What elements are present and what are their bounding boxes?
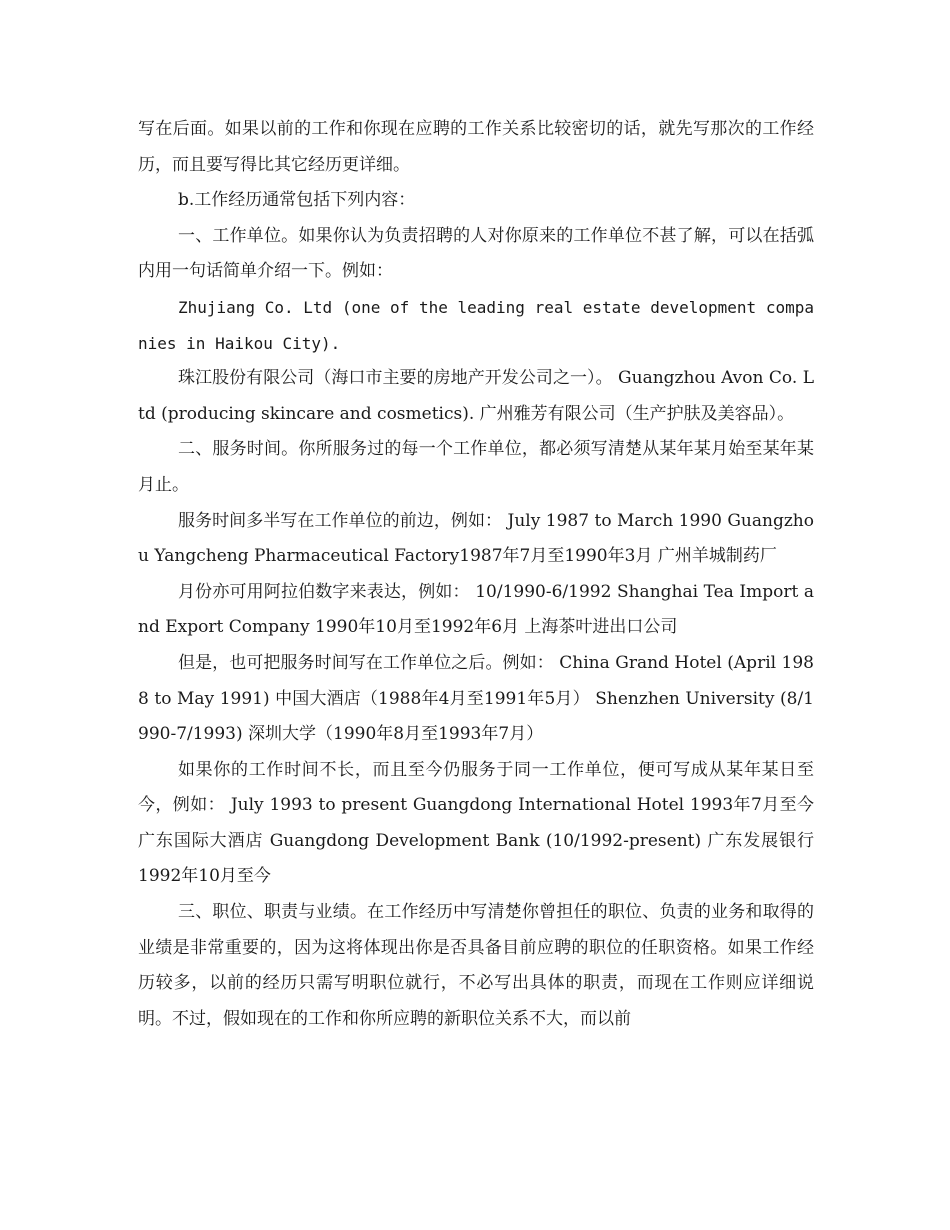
paragraph: 月份亦可用阿拉伯数字来表达，例如： 10/1990-6/1992 Shanghai Tea Import and Export Company 1990年10月至1992年6月 上海茶叶进出口公司 bbox=[138, 581, 814, 638]
paragraph: Zhujiang Co. Ltd (one of the leading real estate development companies in Haikou City). bbox=[138, 297, 814, 353]
document-body bbox=[138, 112, 814, 1037]
paragraph: 服务时间多半写在工作单位的前边，例如： July 1987 to March 1990 Guangzhou Yangcheng Pharmaceutical Factory1987年7月至1990年3月 广州羊城制药厂 bbox=[138, 510, 814, 567]
paragraph: 但是，也可把服务时间写在工作单位之后。例如： China Grand Hotel (April 1988 to May 1991) 中国大酒店（1988年4月至1991年5月） Shenzhen University (8/1990-7/1993) 深圳大学（1990年8月至1993年7月） bbox=[138, 652, 814, 745]
paragraph: 一、工作单位。如果你认为负责招聘的人对你原来的工作单位不甚了解，可以在括弧内用一句话简单介绍一下。例如： bbox=[138, 225, 814, 282]
paragraph: 珠江股份有限公司（海口市主要的房地产开发公司之一）。 Guangzhou Avon Co. Ltd (producing skincare and cosmetics). 广州雅芳有限公司（生产护肤及美容品）。 bbox=[138, 368, 814, 424]
paragraph: 二、服务时间。你所服务过的每一个工作单位，都必须写清楚从某年某月始至某年某月止。 bbox=[138, 439, 814, 495]
paragraph: 写在后面。如果以前的工作和你现在应聘的工作关系比较密切的话，就先写那次的工作经历，而且要写得比其它经历更详细。 bbox=[138, 119, 814, 175]
paragraph: 如果你的工作时间不长，而且至今仍服务于同一工作单位，便可写成从某年某日至今，例如： July 1993 to present Guangdong International Hotel 1993年7月至今 广东国际大酒店 Guangdong Development Bank (10/1992-present) 广东发展银行 1992年10月至今 bbox=[138, 759, 814, 887]
paragraph: 三、职位、职责与业绩。在工作经历中写清楚你曾担任的职位、负责的业务和取得的业绩是非常重要的，因为这将体现出你是否具备目前应聘的职位的任职资格。如果工作经历较多，以前的经历只需写明职位就行，不必写出具体的职责，而现在工作则应详细说明。不过，假如现在的工作和你所应聘的新职位关系不大，而以前 bbox=[138, 902, 814, 1029]
paragraph: b.工作经历通常包括下列内容： bbox=[178, 190, 416, 211]
